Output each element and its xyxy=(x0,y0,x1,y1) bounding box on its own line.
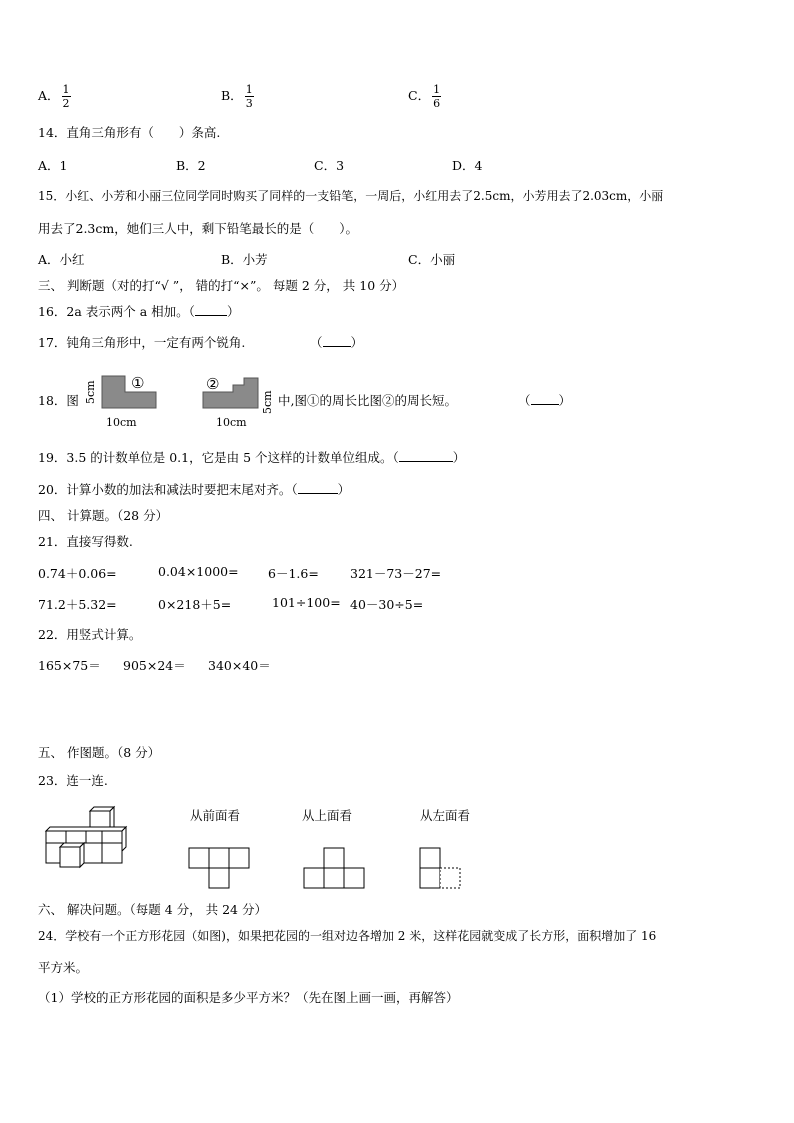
q23-view-front-label: 从前面看 xyxy=(190,808,241,823)
q21-item: 0.04×1000= xyxy=(158,564,239,579)
cube-front-d xyxy=(60,847,80,867)
q24-line1: 24．学校有一个正方形花园（如图)，如果把花园的一组对边各增加 2 米，这样花园就变成了长方形，面积增加了 16 xyxy=(38,929,657,943)
q18-figure-1-width-label: 10cm xyxy=(106,416,137,429)
q17-question: 17．钝角三角形中，一定有两个锐角. xyxy=(38,335,246,350)
q14-option-b: B．2 xyxy=(176,158,206,173)
q18-figure-2 xyxy=(200,374,280,430)
q22-item: 905×24＝ xyxy=(123,658,186,673)
q23-view-top-label: 从上面看 xyxy=(302,808,353,823)
q18-figure-1 xyxy=(82,374,158,430)
q16-answer-blank[interactable] xyxy=(195,315,227,316)
q21-item: 0×218＋5= xyxy=(158,597,232,612)
q21-item: 321－73－27= xyxy=(350,566,442,581)
q13-option-c-letter: C． xyxy=(408,88,431,103)
cube-front-b xyxy=(82,843,102,863)
q24-line2: 平方米。 xyxy=(38,960,89,975)
q19-answer-blank[interactable] xyxy=(399,461,453,462)
q15-question-line1: 15．小红、小芳和小丽三位同学同时购买了同样的一支铅笔，一周后，小红用去了2.5cm，小芳用去了2.03cm，小丽 xyxy=(38,189,664,203)
q20-question: 20．计算小数的加法和减法时要把末尾对齐。（ ） xyxy=(38,482,351,497)
section3-heading: 三、 判断题（对的打“√ ”， 错的打“×”。 每题 2 分， 共 10 分） xyxy=(38,278,405,293)
q18-suffix: 中,图①的周长比图②的周长短。 xyxy=(278,393,457,408)
q13-option-a xyxy=(38,84,71,109)
section6-heading: 六、 解决问题。（每题 4 分， 共 24 分） xyxy=(38,902,267,917)
q21-item: 0.74＋0.06= xyxy=(38,566,117,581)
q23-cube-stack xyxy=(42,806,142,876)
q18-figure-2-height-label: 5cm xyxy=(261,390,274,414)
q14-question: 14．直角三角形有（ ）条高. xyxy=(38,125,221,140)
q18-figure-1-number: ① xyxy=(131,374,145,392)
q13-option-b-fraction: $\frac{1}{3}$ xyxy=(245,83,253,110)
q21-item: 101÷100= xyxy=(272,595,341,610)
q21-item: 71.2＋5.32= xyxy=(38,597,117,612)
q15-option-c: C．小丽 xyxy=(408,252,456,267)
cube-front-c xyxy=(102,843,122,863)
q18-answer: （ ） xyxy=(518,393,572,408)
q15-option-b: B．小芳 xyxy=(221,252,268,267)
q22-title: 22．用竖式计算。 xyxy=(38,627,142,642)
q18-figure-1-height-label: 5cm xyxy=(84,380,97,404)
q21-item: 6－1.6= xyxy=(268,566,319,581)
cube-front-d-right xyxy=(80,843,84,867)
section4-heading: 四、 计算题。（28 分） xyxy=(38,508,169,523)
q15-option-a: A．小红 xyxy=(38,252,85,267)
q13-option-b xyxy=(221,84,254,109)
q24-sub1: （1）学校的正方形花园的面积是多少平方米？（先在图上画一画，再解答） xyxy=(38,990,459,1005)
q13-option-c-fraction: $\frac{1}{6}$ xyxy=(433,83,441,110)
q18-figure-2-number: ② xyxy=(206,375,220,393)
q22-item: 340×40＝ xyxy=(208,658,271,673)
q21-title: 21．直接写得数. xyxy=(38,534,133,549)
q23-view-left-label: 从左面看 xyxy=(420,808,471,823)
cube-back-right xyxy=(122,827,126,851)
q14-option-c: C．3 xyxy=(314,158,345,173)
q18-prefix: 18．图 xyxy=(38,393,79,408)
q13-option-c xyxy=(408,84,441,109)
q18-answer-blank[interactable] xyxy=(531,404,559,405)
q14-option-a: A．1 xyxy=(38,158,68,173)
section5-heading: 五、 作图题。（8 分） xyxy=(38,745,161,760)
q14-option-d: D．4 xyxy=(452,158,483,173)
q15-question-line2: 用去了2.3cm，她们三人中，剩下铅笔最长的是（ ）。 xyxy=(38,221,358,236)
q18-figure-2-width-label: 10cm xyxy=(216,416,247,429)
q13-option-a-fraction: $\frac{1}{2}$ xyxy=(62,83,70,110)
q20-answer-blank[interactable] xyxy=(298,493,338,494)
q18-figure-1-shape xyxy=(102,376,156,408)
q13-option-b-letter: B． xyxy=(221,88,243,103)
q21-item: 40－30÷5= xyxy=(350,597,424,612)
q22-item: 165×75＝ xyxy=(38,658,101,673)
q23-view-top-shape xyxy=(304,848,368,890)
q23-title: 23．连一连. xyxy=(38,773,108,788)
q17-answer: （ ） xyxy=(310,335,364,350)
q13-option-a-letter: A． xyxy=(38,88,60,103)
q17-answer-blank[interactable] xyxy=(323,346,351,347)
cube-back-top xyxy=(46,827,126,831)
q16-question: 16．2a 表示两个 a 相加。（ ） xyxy=(38,304,240,319)
q23-view-left-shape xyxy=(420,848,464,890)
q19-question: 19．3.5 的计数单位是 0.1，它是由 5 个这样的计数单位组成。（ ） xyxy=(38,450,466,465)
q23-view-front-shape xyxy=(189,848,253,890)
